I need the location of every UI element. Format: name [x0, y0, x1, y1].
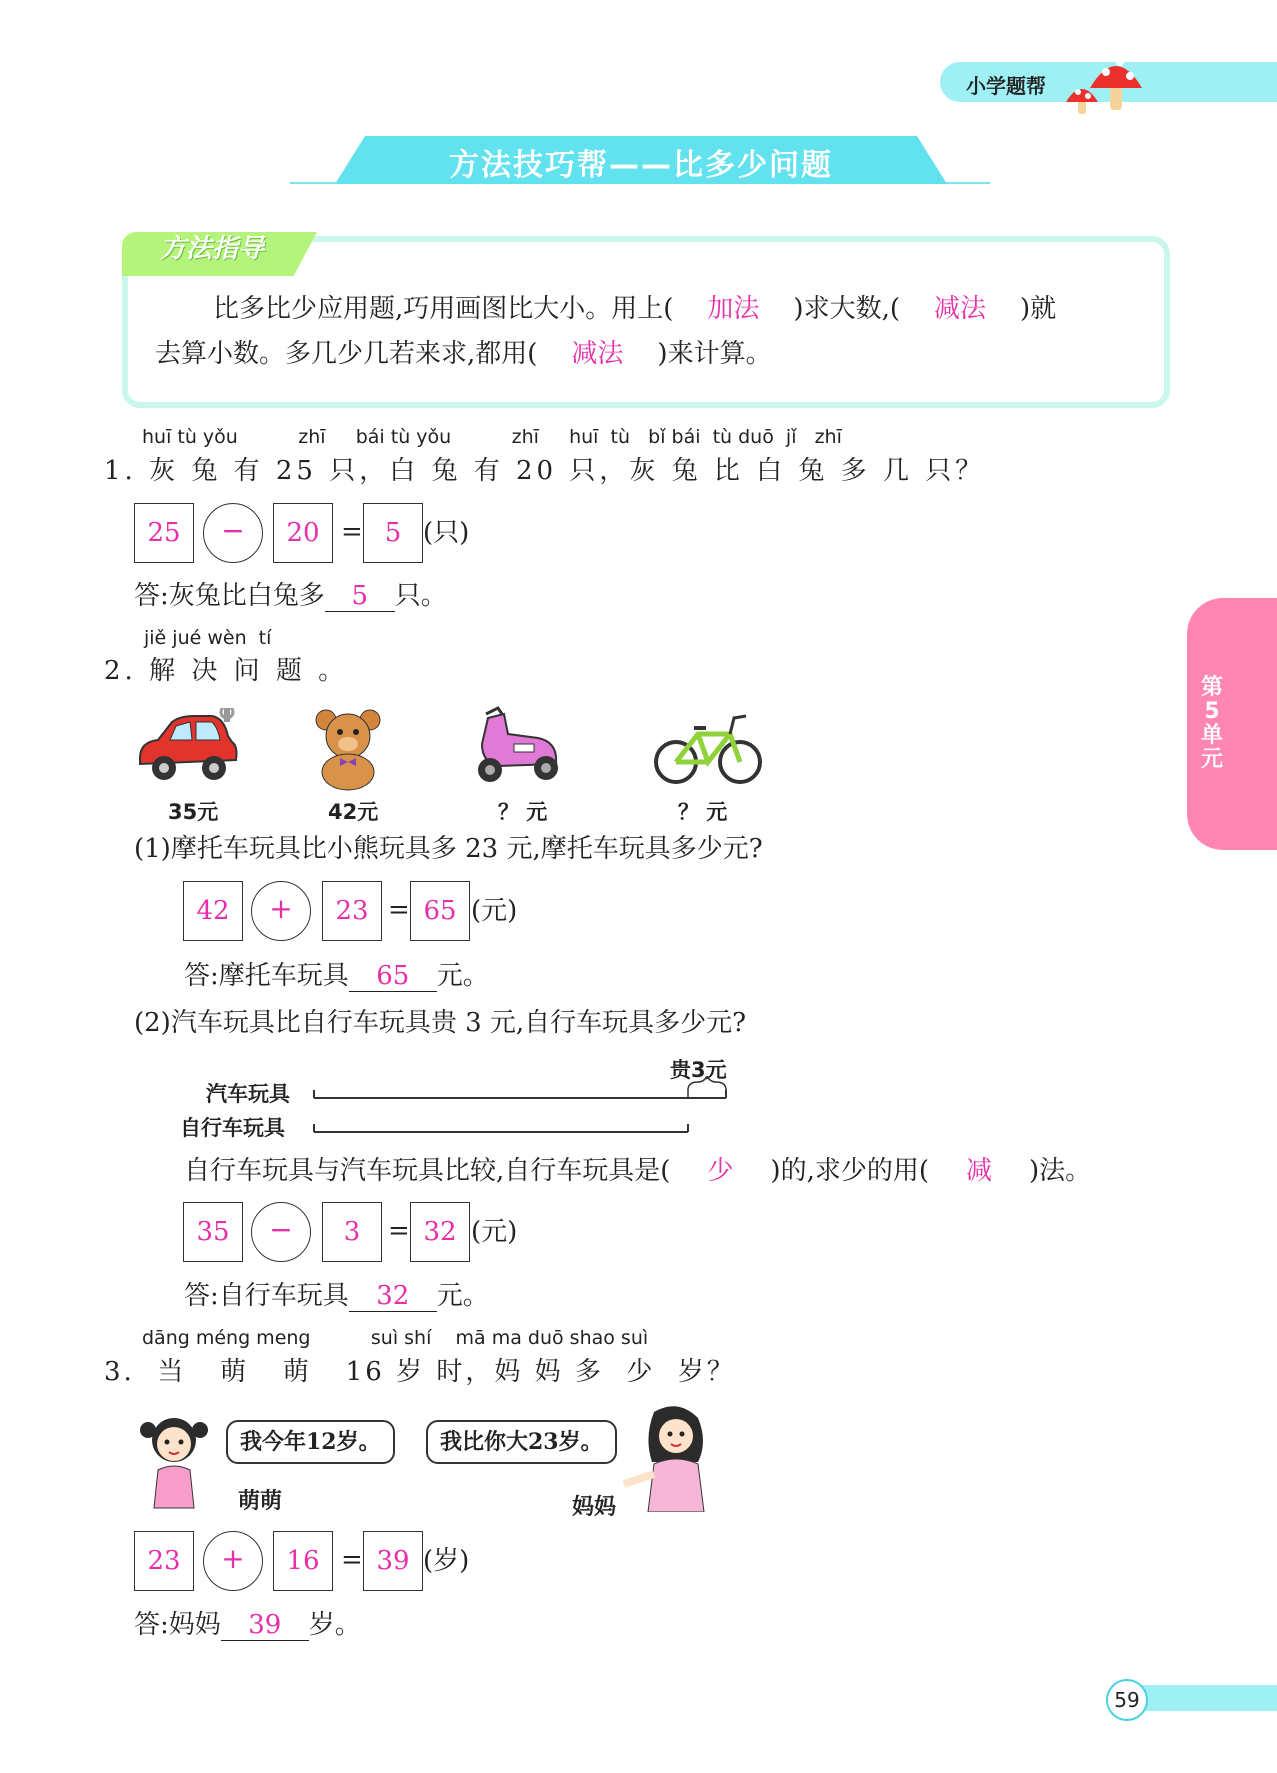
q1-operand-a[interactable]: 25	[134, 503, 194, 563]
q2-pinyin: jiě jué wèn tí	[144, 627, 272, 649]
mother-icon	[618, 1402, 718, 1512]
guide-text: 去算小数。多几少几若来求,都用(	[155, 339, 538, 369]
q3-text: 3. 当 萌 萌 16 岁 时，妈 妈 多 少 岁？	[104, 1357, 736, 1387]
answer-prefix: 答:妈妈	[134, 1610, 221, 1640]
compare-blank-2[interactable]: 减	[965, 1156, 992, 1186]
compare-text: )的,求少的用(	[770, 1156, 929, 1186]
q2-text: 2. 解 决 问 题 。	[104, 656, 349, 686]
q1-answer	[134, 581, 447, 612]
q2-sub2-operand-a[interactable]: 35	[183, 1202, 243, 1262]
q1-pinyin: huī tù yǒu zhī bái tù yǒu zhī huī tù bǐ bái tù duō jǐ zhī	[142, 426, 842, 448]
unit-side-tab-label: 第5单元	[1200, 675, 1223, 772]
answer-prefix: 答:摩托车玩具	[184, 961, 349, 991]
speech-bubble-mengmeng: 我今年12岁。	[226, 1420, 395, 1464]
q2-sub2-compare	[184, 1156, 1091, 1186]
q3-operand-a[interactable]: 23	[134, 1531, 194, 1591]
q2-sub1-text: (1)摩托车玩具比小熊玩具多 23 元,摩托车玩具多少元?	[134, 834, 763, 864]
answer-suffix: 元。	[436, 1281, 489, 1311]
q3-unit: (岁)	[423, 1546, 470, 1576]
q1-answer-blank[interactable]: 5	[325, 581, 395, 612]
page-title: 方法技巧帮——比多少问题	[449, 148, 833, 183]
price-motorcycle: ？ 元	[498, 800, 548, 824]
bicycle-icon	[652, 706, 764, 788]
q2-sub1-operand-a[interactable]: 42	[183, 881, 243, 941]
price-car: 35元	[168, 800, 219, 824]
toy-car-icon	[132, 708, 240, 788]
guide-text: )来计算。	[657, 339, 772, 369]
diagram-extra-label: 贵3元	[670, 1058, 727, 1082]
equals-sign: =	[341, 517, 363, 547]
girl-mengmeng-icon	[134, 1410, 214, 1510]
guide-blank-1: 加法	[707, 294, 760, 324]
answer-prefix: 答:灰兔比白兔多	[134, 581, 325, 611]
q2-sub2-answer-blank[interactable]: 32	[349, 1281, 437, 1312]
speech-bubble-mom: 我比你大23岁。	[426, 1420, 617, 1464]
method-guide-tab-label: 方法指导	[160, 234, 265, 264]
q2-sub1-operator[interactable]: +	[251, 881, 311, 941]
q3-answer-blank[interactable]: 39	[221, 1610, 309, 1641]
q2-sub1-unit: (元)	[471, 896, 518, 926]
q2-sub2-operator[interactable]: −	[251, 1202, 311, 1262]
diagram-label-bicycle: 自行车玩具	[180, 1116, 285, 1140]
q3-operand-b[interactable]: 16	[273, 1531, 333, 1591]
guide-blank-3: 减法	[571, 339, 624, 369]
compare-blank-1[interactable]: 少	[707, 1156, 734, 1186]
q3-result[interactable]: 39	[363, 1531, 423, 1591]
q2-sub2-unit: (元)	[471, 1217, 518, 1247]
q3-answer	[134, 1610, 361, 1641]
guide-line-1	[213, 294, 1056, 324]
price-bear: 42元	[328, 800, 379, 824]
answer-suffix: 岁。	[308, 1610, 361, 1640]
comparison-line-diagram	[312, 1076, 732, 1136]
q1-text: 1. 灰 兔 有 25 只，白 兔 有 20 只，灰 兔 比 白 兔 多 几 只？	[104, 456, 986, 486]
guide-blank-2: 减法	[933, 294, 986, 324]
q2-sub2-answer	[184, 1281, 489, 1312]
answer-suffix: 只。	[394, 581, 447, 611]
guide-text: 比多比少应用题,巧用画图比大小。用上(	[213, 294, 674, 324]
mushroom-icon	[1060, 44, 1144, 116]
q2-sub1-result[interactable]: 65	[410, 881, 470, 941]
diagram-label-car: 汽车玩具	[206, 1082, 290, 1106]
price-bicycle: ？ 元	[678, 800, 728, 824]
name-mengmeng: 萌萌	[238, 1489, 283, 1514]
q3-pinyin: dāng méng meng suì shí mā ma duō shao suì	[142, 1327, 649, 1349]
equals-sign: =	[341, 1545, 363, 1575]
page-number: 59	[1106, 1679, 1148, 1721]
equals-sign: =	[388, 1216, 410, 1246]
guide-text: )求大数,(	[793, 294, 900, 324]
q2-sub1-operand-b[interactable]: 23	[322, 881, 382, 941]
header-label: 小学题帮	[966, 74, 1046, 98]
q2-sub1-answer-blank[interactable]: 65	[349, 961, 437, 992]
answer-suffix: 元。	[436, 961, 489, 991]
compare-text: )法。	[1028, 1156, 1092, 1186]
q1-operand-b[interactable]: 20	[273, 503, 333, 563]
q2-sub2-result[interactable]: 32	[410, 1202, 470, 1262]
guide-text: )就	[1019, 294, 1057, 324]
q2-sub2-text: (2)汽车玩具比自行车玩具贵 3 元,自行车玩具多少元?	[134, 1008, 747, 1038]
q2-sub1-answer	[184, 961, 489, 992]
q1-result[interactable]: 5	[363, 503, 423, 563]
answer-prefix: 答:自行车玩具	[184, 1281, 349, 1311]
q1-operator[interactable]: −	[203, 503, 263, 563]
q2-sub2-operand-b[interactable]: 3	[322, 1202, 382, 1262]
motorcycle-icon	[468, 704, 564, 792]
equals-sign: =	[388, 895, 410, 925]
q1-unit: (只)	[423, 518, 470, 548]
compare-text: 自行车玩具与汽车玩具比较,自行车玩具是(	[184, 1156, 671, 1186]
teddy-bear-icon	[310, 708, 386, 792]
name-mom: 妈妈	[572, 1495, 617, 1520]
guide-line-2	[155, 339, 772, 369]
q3-operator[interactable]: +	[203, 1531, 263, 1591]
